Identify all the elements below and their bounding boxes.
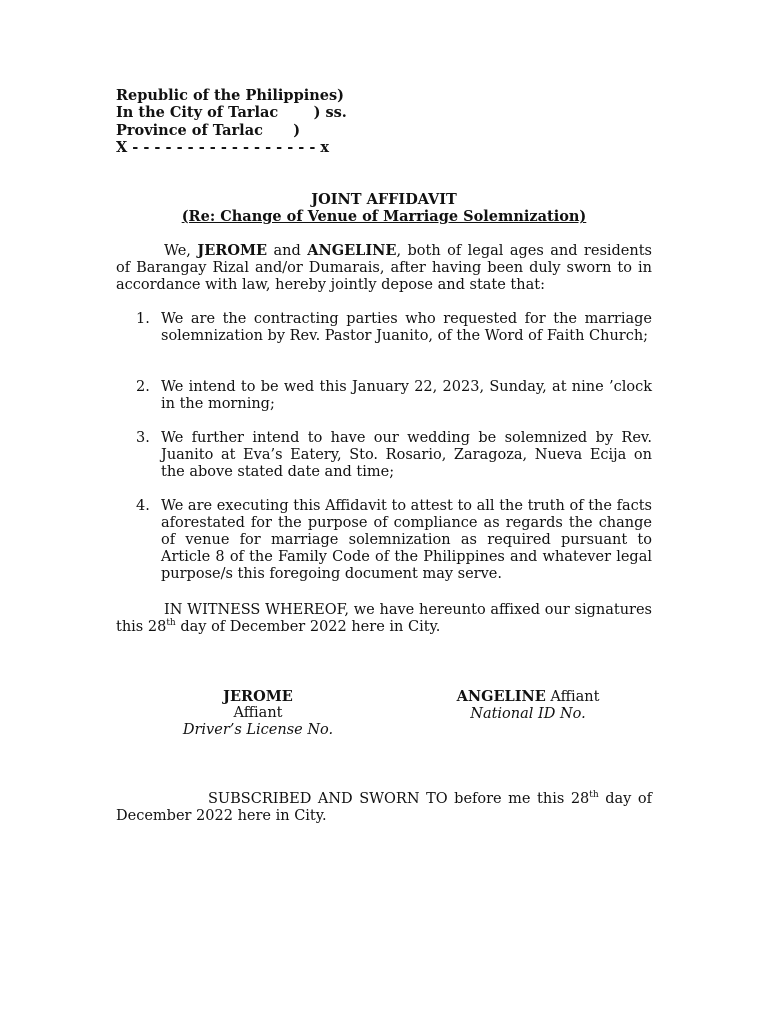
list-item-text: We further intend to have our wedding be solemnized by Rev. Juanito at Eva’s Eatery, Sto. Rosario, Zaragoza, Nueva Ecija on the above stated date and time; <box>161 430 652 480</box>
venue-header <box>116 87 347 156</box>
jurat-paragraph <box>116 791 652 825</box>
witness-text-end: day of December 2022 here in City. <box>175 619 441 635</box>
jurat-text-end: day of December 2022 here in City. <box>116 791 652 824</box>
affiant-name-1: JEROME <box>197 242 268 259</box>
list-item <box>136 498 652 583</box>
venue-line: In the City of Tarlac ) ss. <box>116 104 347 122</box>
intro-paragraph <box>116 242 652 294</box>
signatory-role: Affiant <box>233 705 283 721</box>
signature-block-left <box>168 688 348 739</box>
list-item <box>136 311 652 345</box>
list-item-text: We are the contracting parties who requested for the marriage solemnization by Rev. Pastor Juanito, of the Word of Faith Church; <box>161 311 652 344</box>
list-item-text: We are executing this Affidavit to attest to all the truth of the facts aforestated for the purpose of compliance as regards the change of venue for marriage solemnization as required pursuant to Article 8 of the Family Code of the Philippines and whatever legal purpose/s this foregoing document may serve. <box>161 498 652 582</box>
witness-text: IN WITNESS WHEREOF, we have hereunto affixed our signatures this 28 <box>116 602 652 635</box>
title-main: JOINT AFFIDAVIT <box>311 191 457 208</box>
intro-rest: , both of legal ages and residents of Barangay Rizal and/or Dumarais, after having been duly sworn to in accordance with law, hereby jointly depose and state that: <box>116 243 652 293</box>
list-item-number: 1. <box>136 311 150 327</box>
title-subtitle: (Re: Change of Venue of Marriage Solemnization) <box>181 208 587 225</box>
signatory-role: Affiant <box>545 689 600 705</box>
signatory-id: Driver’s License No. <box>182 722 334 738</box>
jurat-text: SUBSCRIBED AND SWORN TO before me this 28 <box>208 791 590 807</box>
signatory-id: National ID No. <box>470 706 586 722</box>
ordinal-suffix: th <box>166 618 176 629</box>
ordinal-suffix: th <box>589 790 599 801</box>
list-item <box>136 379 652 413</box>
list-item <box>136 430 652 481</box>
signatory-name: ANGELINE <box>456 688 546 705</box>
list-item-text: We intend to be wed this January 22, 2023, Sunday, at nine ’clock in the morning; <box>161 379 652 412</box>
witness-paragraph <box>116 602 652 636</box>
venue-line: Province of Tarlac ) <box>116 121 301 139</box>
list-item-number: 4. <box>136 498 150 514</box>
venue-line: Republic of the Philippines) <box>116 87 345 104</box>
signature-block-right <box>438 688 618 723</box>
list-item-number: 2. <box>136 379 150 395</box>
intro-we: We, <box>164 243 198 259</box>
affiant-name-2: ANGELINE <box>307 242 397 259</box>
signatory-name: JEROME <box>223 688 293 705</box>
document-title <box>116 191 652 225</box>
intro-and: and <box>267 243 308 259</box>
list-item-number: 3. <box>136 430 150 446</box>
venue-separator: X - - - - - - - - - - - - - - - - - x <box>116 138 330 156</box>
